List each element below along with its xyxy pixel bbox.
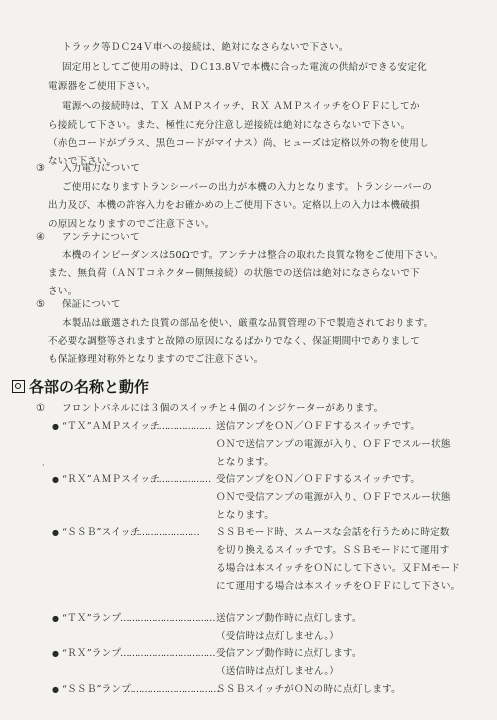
rx-lamp-label: “ＲＸ”ランプ: [62, 648, 122, 659]
square-target-icon: [12, 380, 25, 393]
section-3-line-2: 出力及び、本機の許容入力をお確かめの上ご使用下さい。定格以上の入力は本機破損: [48, 200, 420, 211]
ssb-switch-leader: ……………………: [130, 527, 199, 538]
bullet-icon: ●: [52, 649, 59, 658]
section-3-line-3: の原因となりますのでご注意下さい。: [48, 219, 215, 230]
tx-amp-switch-leader: …………………: [150, 421, 211, 432]
ssb-switch-desc-1: ＳＳＢモード時、スムースな会話を行うために時定数: [216, 527, 450, 538]
rx-lamp-desc-1: 受信アンプ動作時に点灯します。: [216, 648, 362, 659]
parts-heading-title: 各部の名称と動作: [29, 378, 150, 396]
bullet-icon: ●: [52, 614, 59, 623]
tx-lamp-desc-2: （受信時は点灯しません。）: [216, 631, 340, 642]
tx-amp-switch-desc-3: となります。: [216, 457, 274, 468]
section-4-line-3: さい。: [48, 286, 78, 297]
rx-amp-switch-desc-1: 受信アンプをＯＮ／ＯＦＦするスイッチです。: [216, 474, 421, 485]
power-fixed-use-line-1: 固定用としてご使用の時は、ＤＣ13.8Ｖで本機に合った電流の供給ができる安定化: [62, 62, 427, 73]
section-4-number: ④: [36, 232, 45, 243]
section-4-title: アンテナについて: [62, 232, 140, 243]
section-3-line-1: ご使用になりますトランシーバーの出力が本機の入力となります。トランシーバーの: [62, 182, 432, 193]
front-panel-number: ①: [36, 403, 45, 414]
section-5-title: 保証について: [62, 299, 121, 310]
section-5-line-2: 不必要な調整等されますと故障の原因になるばかりでなく、保証期間中でありまして: [48, 336, 420, 347]
bullet-icon: ●: [52, 528, 59, 537]
ssb-lamp-desc-1: ＳＳＢスイッチがＯＮの時に点灯します。: [216, 684, 401, 695]
ssb-switch-desc-3: る場合は本スイッチをＯＮにして下さい。又ＦＭモード: [216, 563, 461, 574]
section-3-title: 入力電力について: [62, 163, 141, 174]
tx-amp-switch-desc-1: 送信アンプをＯＮ／ＯＦＦするスイッチです。: [216, 421, 421, 432]
power-connect-line-3: （赤色コードがプラス、黒色コードがマイナス）尚、ヒューズは定格以外の物を使用し: [48, 138, 429, 149]
rx-amp-switch-desc-3: となります。: [216, 510, 274, 521]
power-connect-line-2: ら接続して下さい。また、極性に充分注意し逆接続は絶対になさらないで下さい。: [48, 120, 411, 131]
section-4-line-1: 本機のインピーダンスは50Ωです。アンテナは整合の取れた良質な物をご使用下さい。: [62, 250, 444, 261]
tx-lamp-leader: ……………………………: [120, 613, 215, 624]
rx-amp-switch-leader: …………………: [150, 474, 211, 485]
stray-dot-mark: ·: [42, 461, 45, 470]
rx-amp-switch-label: “ＲＸ”ＡＭＰスイッチ: [62, 474, 160, 485]
bullet-icon: ●: [52, 685, 59, 694]
bullet-icon: ●: [52, 475, 59, 484]
rx-amp-switch-desc-2: ＯＮで受信アンプの電源が入り、ＯＦＦでスルー状態: [216, 492, 451, 503]
section-4-line-2: また、無負荷（ＡＮＴコネクター側無接続）の状態での送信は絶対になさらないで下: [48, 268, 420, 279]
section-5-line-3: も保証修理対称外となりますのでご注意下さい。: [48, 354, 264, 365]
ssb-switch-desc-2: を切り換えるスイッチです。ＳＳＢモードにて運用す: [216, 545, 450, 556]
tx-amp-switch-label: “ＴＸ”ＡＭＰスイッチ: [62, 421, 160, 432]
ssb-switch-label: “ＳＳＢ”スイッチ: [62, 527, 141, 538]
tx-lamp-desc-1: 送信アンプ動作時に点灯します。: [216, 613, 362, 624]
section-3-number: ③: [36, 163, 45, 174]
power-connect-line-1: 電源への接続時は、ＴＸ ＡＭＰスイッチ、ＲＸ ＡＭＰスイッチをＯＦＦにしてか: [62, 101, 420, 112]
ssb-lamp-leader: ……………………………: [124, 684, 219, 695]
ssb-lamp-label: “ＳＳＢ”ランプ: [62, 684, 131, 695]
bullet-icon: ●: [52, 422, 59, 431]
tx-amp-switch-desc-2: ＯＮで送信アンプの電源が入り、ＯＦＦでスルー状態: [216, 439, 451, 450]
parts-heading: [12, 376, 149, 397]
section-5-line-1: 本製品は厳選された良質の部品を使い、厳重な品質管理の下で製造されております。: [62, 318, 434, 329]
ssb-switch-desc-4: にて運用する場合は本スイッチをＯＦＦにして下さい。: [216, 581, 461, 592]
power-warning-line-1: トラック等ＤＣ24Ｖ車への接続は、絶対になさらないで下さい。: [62, 42, 349, 53]
front-panel-intro: フロントパネルには３個のスイッチと４個のインジケーターがあります。: [62, 403, 384, 414]
section-5-number: ⑤: [36, 299, 45, 310]
power-fixed-use-line-2: 電源器をご使用下さい。: [48, 81, 156, 92]
rx-lamp-leader: ……………………………: [120, 648, 215, 659]
tx-lamp-label: “ＴＸ”ランプ: [62, 613, 122, 624]
power-connect-line-4: ないで下さい。: [48, 156, 117, 167]
rx-lamp-desc-2: （送信時は点灯しません。）: [216, 666, 340, 677]
